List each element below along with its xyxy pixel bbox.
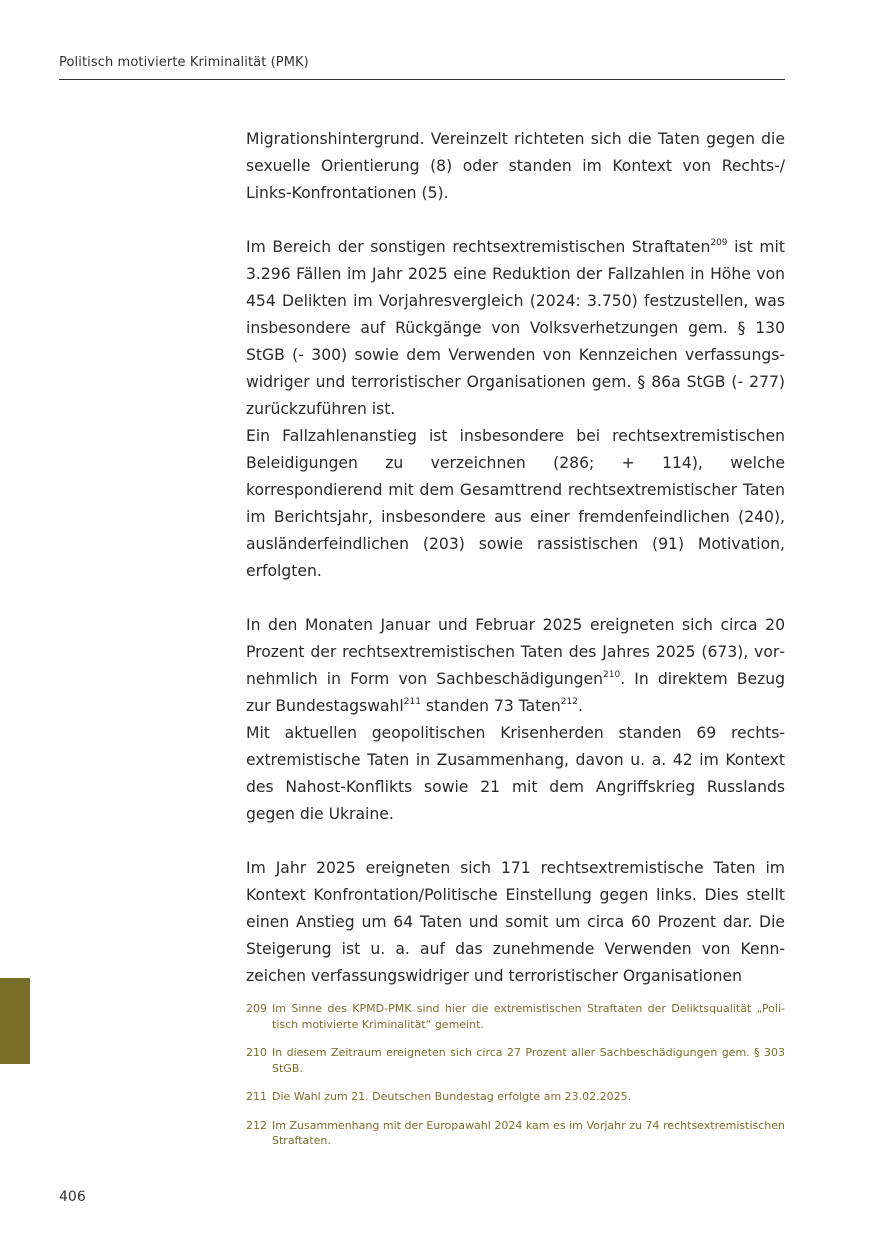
footnote-212 bbox=[246, 1118, 785, 1149]
paragraph-4-text-d: . bbox=[577, 697, 583, 715]
footnote-text: Im Sinne des KPMD-PMK sind hier die extremistischen Straftaten der Deliktsqualität „Politisch motivierte Kriminalität“ gemeint. bbox=[272, 1002, 785, 1031]
footnote-ref-211: 211 bbox=[403, 696, 421, 707]
footnote-ref-210: 210 bbox=[603, 669, 621, 680]
footnote-text: Im Zusammenhang mit der Europawahl 2024 kam es im Vorjahr zu 74 rechtsextremistischen Straftaten. bbox=[272, 1118, 785, 1147]
paragraph-4-text-c: standen 73 Taten bbox=[420, 697, 561, 715]
footnote-number: 212 bbox=[246, 1118, 267, 1132]
paragraph-2 bbox=[246, 234, 785, 423]
footnote-ref-209: 209 bbox=[710, 237, 728, 248]
paragraph-3: Ein Fallzahlenanstieg ist insbesondere bei rechtsextremistischen Beleidigungen zu verzeichnen (286; + 114), welche korrespondierend mit dem Gesamttrend rechtsextremistischer Taten im Berichtsjahr, insbesondere aus einer fremdenfeindlichen (240), ausländerfeindlichen (203) sowie rassistischen (91) Motivation, erfolgten. bbox=[246, 427, 785, 580]
running-header: Politisch motivierte Kriminalität (PMK) bbox=[59, 55, 309, 70]
paragraph-1: Migrationshintergrund. Vereinzelt richteten sich die Taten gegen die sexuelle Orientierung (8) oder standen im Kontext von Rechts-/ Links-Konfrontationen (5). bbox=[246, 130, 785, 202]
paragraph-4 bbox=[246, 612, 785, 720]
footnote-number: 209 bbox=[246, 1002, 267, 1015]
paragraph-2-text-b: ist mit 3.296 Fällen im Jahr 2025 eine Reduktion der Fallzahlen in Höhe von 454 Delikten im Vorjahresvergleich (2024: 3.750) festzustellen, was insbesondere auf Rückgänge von Volksverhetzungen gem. § 130 StGB (- 300) sowie dem Verwenden von Kennzeichen verfassungswidriger und terroristischer Organisationen gem. § 86a StGB (- 277) zurückzuführen ist. bbox=[246, 238, 785, 418]
paragraph-5: Mit aktuellen geopolitischen Krisenherden standen 69 rechtsextremistische Taten in Zusammenhang, davon u. a. 42 im Kontext des Nahost-Konflikts sowie 21 mit dem Angriffskrieg Russlands gegen die Ukraine. bbox=[246, 724, 785, 823]
paragraph-6: Im Jahr 2025 ereigneten sich 171 rechtsextremistische Taten im Kontext Konfrontation/Politische Einstellung gegen links. Dies stellt einen Anstieg um 64 Taten und somit um circa 60 Prozent dar. Die Steigerung ist u. a. auf das zunehmende Verwenden von Kennzeichen verfassungswidriger und terroristischer Organisationen bbox=[246, 859, 785, 985]
footnote-text: In diesem Zeitraum ereigneten sich circa 27 Prozent aller Sachbeschädigungen gem. § 303 StGB. bbox=[272, 1046, 785, 1075]
header-rule bbox=[59, 79, 785, 80]
footnote-209 bbox=[246, 1001, 785, 1032]
paragraph-2-text-a: Im Bereich der sonstigen rechtsextremistischen Straftaten bbox=[246, 238, 711, 256]
footnote-text: Die Wahl zum 21. Deutschen Bundestag erfolgte am 23.02.2025. bbox=[272, 1090, 632, 1103]
footnote-ref-212: 212 bbox=[560, 696, 578, 707]
footnote-number: 210 bbox=[246, 1046, 267, 1059]
side-color-bar bbox=[0, 978, 30, 1064]
footnotes bbox=[246, 1001, 785, 1162]
footnote-210 bbox=[246, 1045, 785, 1076]
paragraph-4-text-a: In den Monaten Januar und Februar 2025 ereigneten sich circa 20 Prozent der rechtsextremistischen Taten des Jahres 2025 (673), vornehmlich in Form von Sachbeschädigungen bbox=[246, 616, 785, 688]
main-text bbox=[246, 126, 785, 990]
footnote-211 bbox=[246, 1089, 785, 1105]
page-number: 406 bbox=[59, 1189, 86, 1205]
footnote-number: 211 bbox=[246, 1090, 267, 1103]
paragraph-4-text-b: . In direktem Bezug zur Bundestagswahl bbox=[246, 670, 786, 715]
